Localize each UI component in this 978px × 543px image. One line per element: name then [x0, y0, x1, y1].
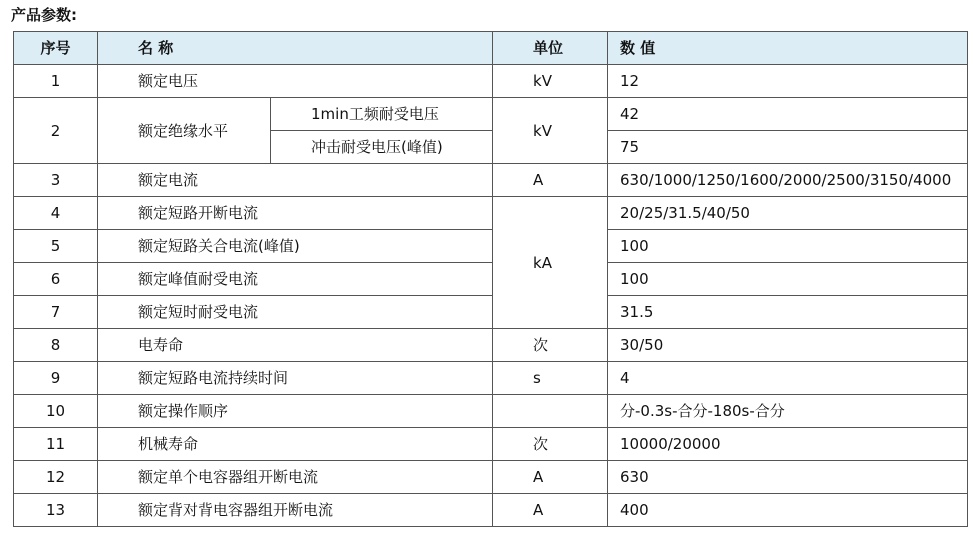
row-unit: A	[493, 164, 608, 197]
table-row	[14, 65, 968, 98]
row-value: 4	[608, 362, 968, 395]
row-value: 20/25/31.5/40/50	[608, 197, 968, 230]
product-parameters-table	[13, 31, 968, 527]
row-value: 31.5	[608, 296, 968, 329]
table-row	[14, 263, 968, 296]
row-name: 额定短路关合电流(峰值)	[98, 230, 493, 263]
row-name: 额定背对背电容器组开断电流	[98, 494, 493, 527]
row-value: 630	[608, 461, 968, 494]
table-row	[14, 98, 968, 131]
table-row	[14, 164, 968, 197]
row-unit: 次	[493, 428, 608, 461]
header-value: 数 值	[608, 32, 968, 65]
row-unit: kV	[493, 65, 608, 98]
row-name: 额定操作顺序	[98, 395, 493, 428]
row-name: 额定电流	[98, 164, 493, 197]
row-name: 额定绝缘水平	[98, 98, 271, 164]
row-unit	[493, 395, 608, 428]
table-row	[14, 494, 968, 527]
table-row	[14, 329, 968, 362]
row-name: 额定短时耐受电流	[98, 296, 493, 329]
row-name: 额定单个电容器组开断电流	[98, 461, 493, 494]
header-unit: 单位	[493, 32, 608, 65]
table-row	[14, 395, 968, 428]
row-value: 100	[608, 263, 968, 296]
row-seq: 6	[14, 263, 98, 296]
row-seq: 8	[14, 329, 98, 362]
row-seq: 4	[14, 197, 98, 230]
row-seq: 12	[14, 461, 98, 494]
table-row	[14, 197, 968, 230]
table-header-row	[14, 32, 968, 65]
row-value: 分-0.3s-合分-180s-合分	[608, 395, 968, 428]
row-value: 12	[608, 65, 968, 98]
row-name: 额定短路电流持续时间	[98, 362, 493, 395]
row-value: 400	[608, 494, 968, 527]
row-sub-name: 1min工频耐受电压	[271, 98, 493, 131]
row-seq: 2	[14, 98, 98, 164]
row-seq: 3	[14, 164, 98, 197]
table-row	[14, 230, 968, 263]
table-row	[14, 461, 968, 494]
row-unit: 次	[493, 329, 608, 362]
row-name: 额定峰值耐受电流	[98, 263, 493, 296]
row-value: 630/1000/1250/1600/2000/2500/3150/4000	[608, 164, 968, 197]
row-unit: A	[493, 494, 608, 527]
row-unit: s	[493, 362, 608, 395]
row-seq: 1	[14, 65, 98, 98]
row-value: 75	[608, 131, 968, 164]
row-unit: kA	[493, 197, 608, 329]
table-row	[14, 362, 968, 395]
header-name: 名 称	[98, 32, 493, 65]
row-seq: 10	[14, 395, 98, 428]
row-name: 机械寿命	[98, 428, 493, 461]
row-value: 42	[608, 98, 968, 131]
row-value: 10000/20000	[608, 428, 968, 461]
row-value: 30/50	[608, 329, 968, 362]
table-row	[14, 296, 968, 329]
row-name: 电寿命	[98, 329, 493, 362]
row-seq: 11	[14, 428, 98, 461]
row-name: 额定短路开断电流	[98, 197, 493, 230]
row-value: 100	[608, 230, 968, 263]
row-seq: 13	[14, 494, 98, 527]
row-seq: 9	[14, 362, 98, 395]
row-sub-name: 冲击耐受电压(峰值)	[271, 131, 493, 164]
row-seq: 7	[14, 296, 98, 329]
table-row	[14, 428, 968, 461]
row-unit: kV	[493, 98, 608, 164]
row-seq: 5	[14, 230, 98, 263]
row-unit: A	[493, 461, 608, 494]
header-seq: 序号	[14, 32, 98, 65]
row-name: 额定电压	[98, 65, 493, 98]
section-title: 产品参数:	[11, 6, 77, 24]
